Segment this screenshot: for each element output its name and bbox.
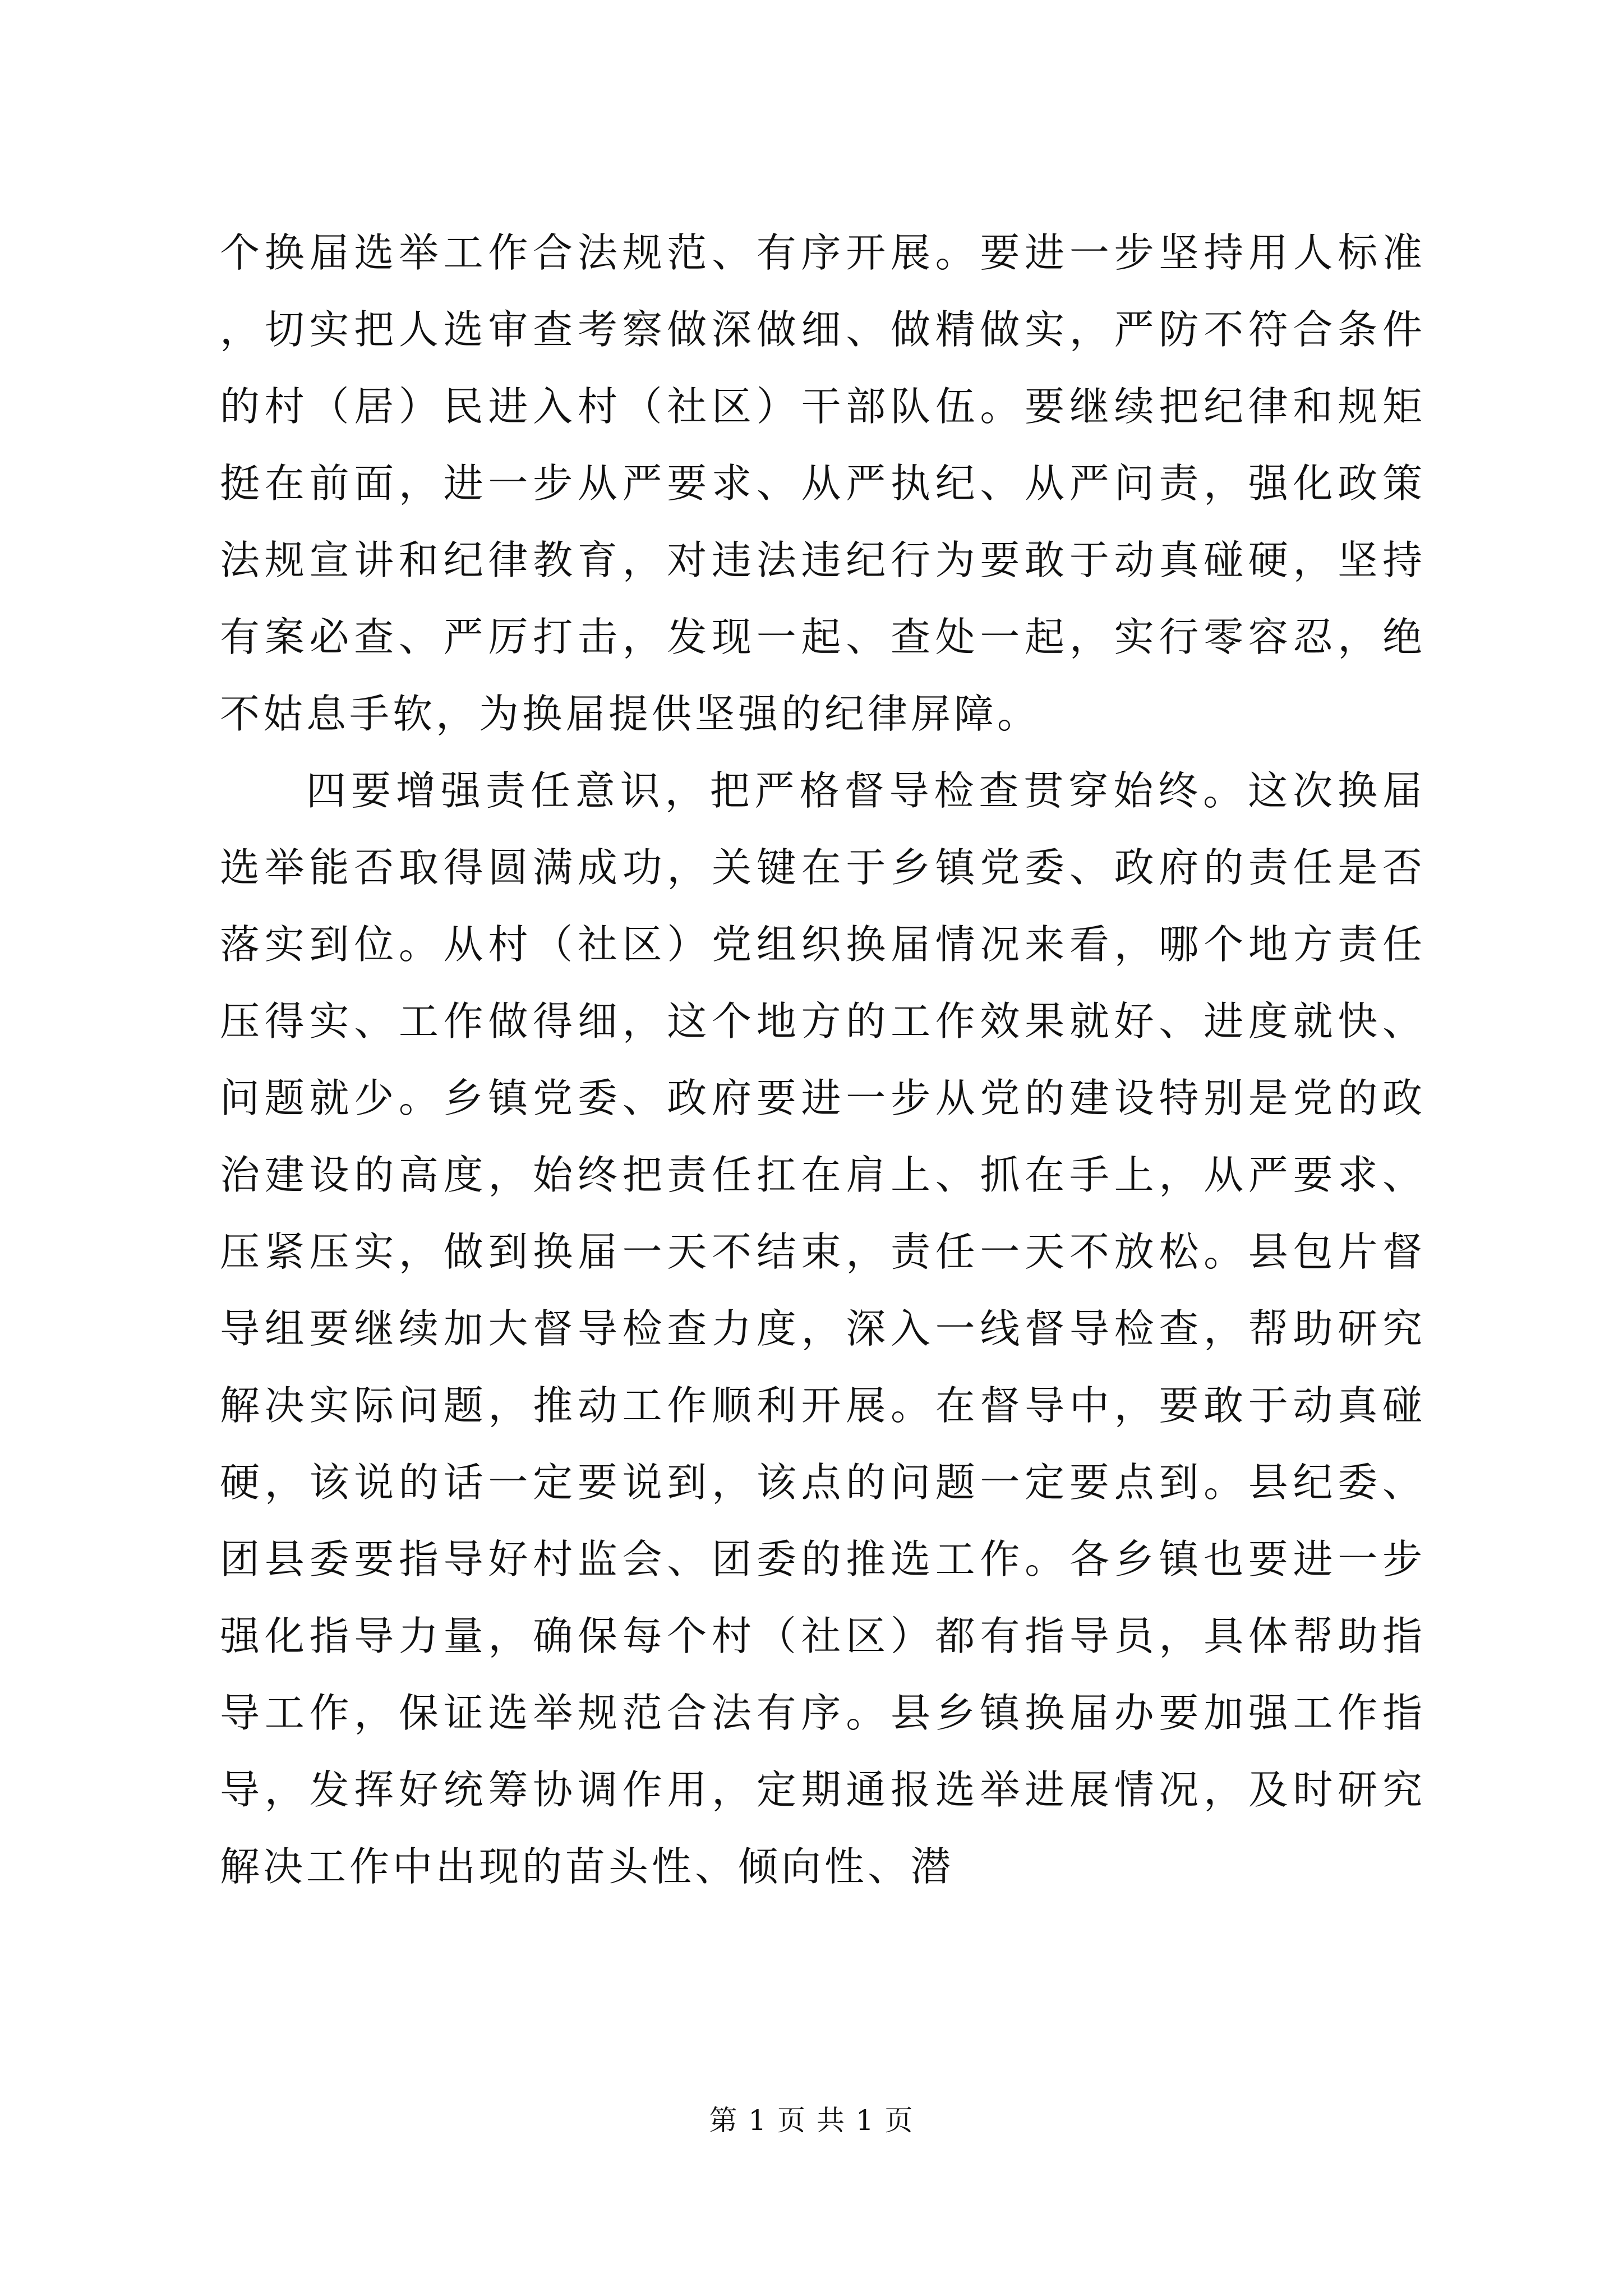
document-body <box>220 214 1426 1905</box>
paragraph-2: 四要增强责任意识，把严格督导检查贯穿始终。这次换届选举能否取得圆满成功，关键在于乡镇党委、政府的责任是否落实到位。从村（社区）党组织换届情况来看，哪个地方责任压得实、工作做得细，这个地方的工作效果就好、进度就快、问题就少。乡镇党委、政府要进一步从党的建设特别是党的政治建设的高度，始终把责任扛在肩上、抓在手上，从严要求、压紧压实，做到换届一天不结束，责任一天不放松。县包片督导组要继续加大督导检查力度，深入一线督导检查，帮助研究解决实际问题，推动工作顺利开展。在督导中，要敢于动真碰硬，该说的话一定要说到，该点的问题一定要点到。县纪委、团县委要指导好村监会、团委的推选工作。各乡镇也要进一步强化指导力量，确保每个村（社区）都有指导员，具体帮助指导工作，保证选举规范合法有序。县乡镇换届办要加强工作指导，发挥好统筹协调作用，定期通报选举进展情况，及时研究解决工作中出现的苗头性、倾向性、潜 <box>220 767 1426 1890</box>
page-footer: 第 1 页 共 1 页 <box>709 2104 914 2137</box>
paragraph-1: 个换届选举工作合法规范、有序开展。要进一步坚持用人标准，切实把人选审查考察做深做细、做精做实，严防不符合条件的村（居）民进入村（社区）干部队伍。要继续把纪律和规矩挺在前面，进一步从严要求、从严执纪、从严问责，强化政策法规宣讲和纪律教育，对违法违纪行为要敢于动真碰硬，坚持有案必查、严厉打击，发现一起、查处一起，实行零容忍，绝不姑息手软，为换届提供坚强的纪律屏障。 <box>220 229 1426 737</box>
